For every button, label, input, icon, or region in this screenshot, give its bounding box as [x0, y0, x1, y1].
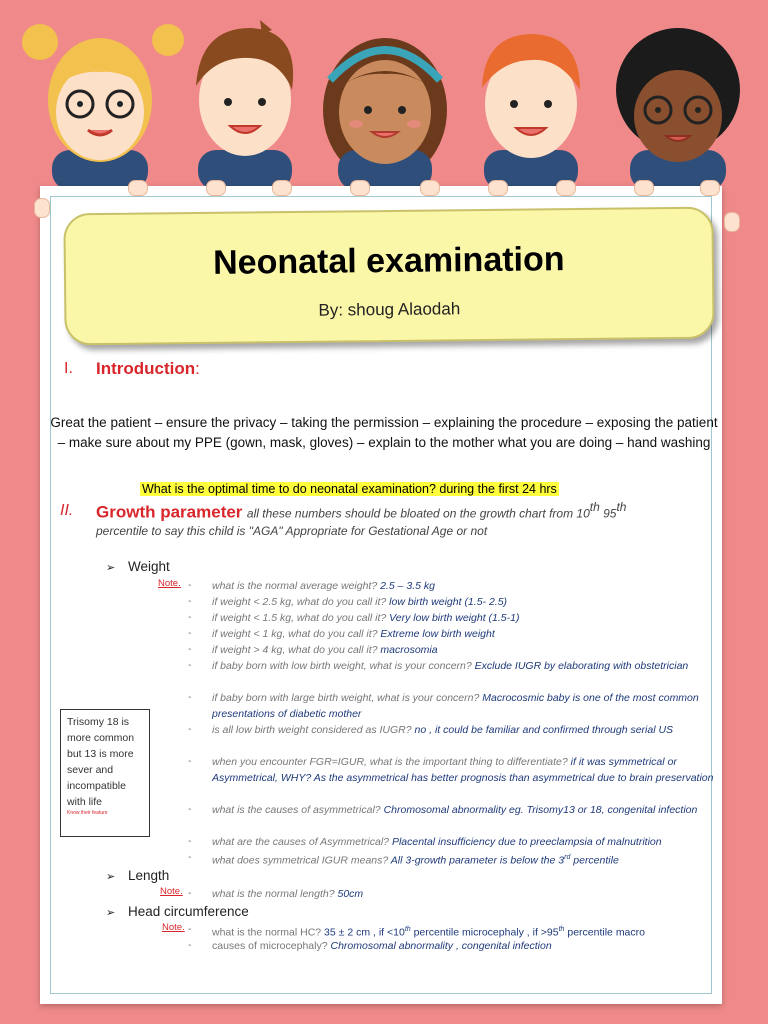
weight-question-item: what does symmetrical IGUR means? All 3-growth parameter is below the 3rd percentile	[212, 854, 619, 867]
list-dash: -	[188, 643, 192, 655]
hand-icon	[350, 180, 370, 196]
hc-question: what is the normal HC? 35 ± 2 cm , if <10th percentile microcephaly , if >95th percentile macro	[212, 926, 645, 939]
highlighted-question: What is the optimal time to do neonatal examination? during the first 24 hrs	[142, 482, 557, 496]
weight-question-item: what are the causes of Asymmetrical? Placental insufficiency due to preeclampsia of malnutrition	[212, 836, 662, 848]
title-box	[63, 207, 714, 346]
arrow-bullet-icon: ➢	[106, 907, 116, 919]
list-dash: -	[188, 755, 192, 767]
hand-icon	[128, 180, 148, 196]
kid-boy-curly-icon	[616, 28, 740, 190]
head-circumference-heading: Head circumference	[128, 904, 249, 919]
microcephaly-question: causes of microcephaly? Chromosomal abnormality , congenital infection	[212, 940, 552, 952]
list-dash: -	[188, 659, 192, 671]
weight-heading: Weight	[128, 559, 170, 574]
weight-question-item: is all low birth weight considered as IUGR? no , it could be familiar and confirmed through serial US	[212, 724, 674, 736]
length-question: what is the normal length? 50cm	[212, 888, 364, 900]
weight-question-item: if weight < 1 kg, what do you call it? Extreme low birth weight	[212, 628, 495, 640]
list-dash: -	[188, 579, 192, 591]
section-numeral-growth: II.	[60, 502, 74, 519]
trisomy-side-note: Trisomy 18 is more common but 13 is more sever and incompatible with life Know their feature	[60, 709, 150, 837]
weight-question-item: what is the normal average weight? 2.5 – 3.5 kg	[212, 580, 435, 592]
list-dash: -	[188, 851, 192, 863]
hand-icon	[724, 212, 740, 232]
list-dash: -	[188, 627, 192, 639]
list-dash: -	[188, 887, 192, 899]
intro-paragraph: Great the patient – ensure the privacy – taking the permission – explaining the procedure – exposing the patient – make sure about my PPE (gown, mask, gloves) – explain to the mother what you are doing – hand washing	[50, 415, 718, 450]
arrow-bullet-icon: ➢	[106, 871, 116, 883]
weight-question-item: if baby born with low birth weight, what is your concern? Exclude IUGR by elaborating with obstetrician	[212, 660, 689, 672]
growth-note-line2: percentile to say this child is "AGA" Appropriate for Gestational Age or not	[96, 524, 488, 538]
growth-heading-line: Growth parameter all these numbers should be bloated on the growth chart from 10th 95th	[96, 500, 627, 522]
hand-icon	[34, 198, 50, 218]
hand-icon	[272, 180, 292, 196]
list-dash: -	[188, 691, 192, 703]
hand-icon	[206, 180, 226, 196]
hand-icon	[700, 180, 720, 196]
kid-girl-headband-icon	[323, 38, 447, 190]
kid-girl-blonde-icon	[22, 24, 184, 190]
list-dash: -	[188, 611, 192, 623]
section-numeral-intro: I.	[64, 360, 73, 377]
list-dash: -	[188, 923, 192, 935]
children-illustration	[0, 0, 768, 200]
list-dash: -	[188, 803, 192, 815]
weight-question-item: if weight < 2.5 kg, what do you call it? low birth weight (1.5- 2.5)	[212, 596, 508, 608]
weight-question-item: if baby born with large birth weight, what is your concern? Macrocosmic baby is one of the most common presentations of diabetic mother	[212, 692, 699, 720]
length-heading: Length	[128, 868, 170, 883]
note-label: Note.	[158, 578, 181, 589]
page-title: Neonatal examination	[212, 240, 565, 282]
note-label: Note.	[160, 886, 183, 897]
list-dash: -	[188, 939, 192, 951]
weight-question-item: when you encounter FGR=IGUR, what is the important thing to differentiate? if it was symmetrical or Asymmetrical, WHY? As the asymmetrical has better prognosis than asymmetrical due to brain preservation	[212, 756, 714, 784]
weight-question-item: if weight > 4 kg, what do you call it? macrosomia	[212, 644, 438, 656]
hand-icon	[488, 180, 508, 196]
hand-icon	[634, 180, 654, 196]
section-heading-intro: Introduction:	[96, 359, 200, 378]
hand-icon	[556, 180, 576, 196]
arrow-bullet-icon: ➢	[106, 562, 116, 574]
kid-boy-brown-icon	[196, 20, 293, 190]
author-byline: By: shoug Alaodah	[318, 299, 461, 320]
list-dash: -	[188, 595, 192, 607]
list-dash: -	[188, 723, 192, 735]
list-dash: -	[188, 835, 192, 847]
weight-question-item: if weight < 1.5 kg, what do you call it? Very low birth weight (1.5-1)	[212, 612, 520, 624]
note-label: Note.	[162, 922, 185, 933]
weight-question-item: what is the causes of asymmetrical? Chromosomal abnormality eg. Trisomy13 or 18, congenital infection	[212, 804, 698, 816]
hand-icon	[420, 180, 440, 196]
kid-boy-ginger-icon	[482, 34, 580, 190]
